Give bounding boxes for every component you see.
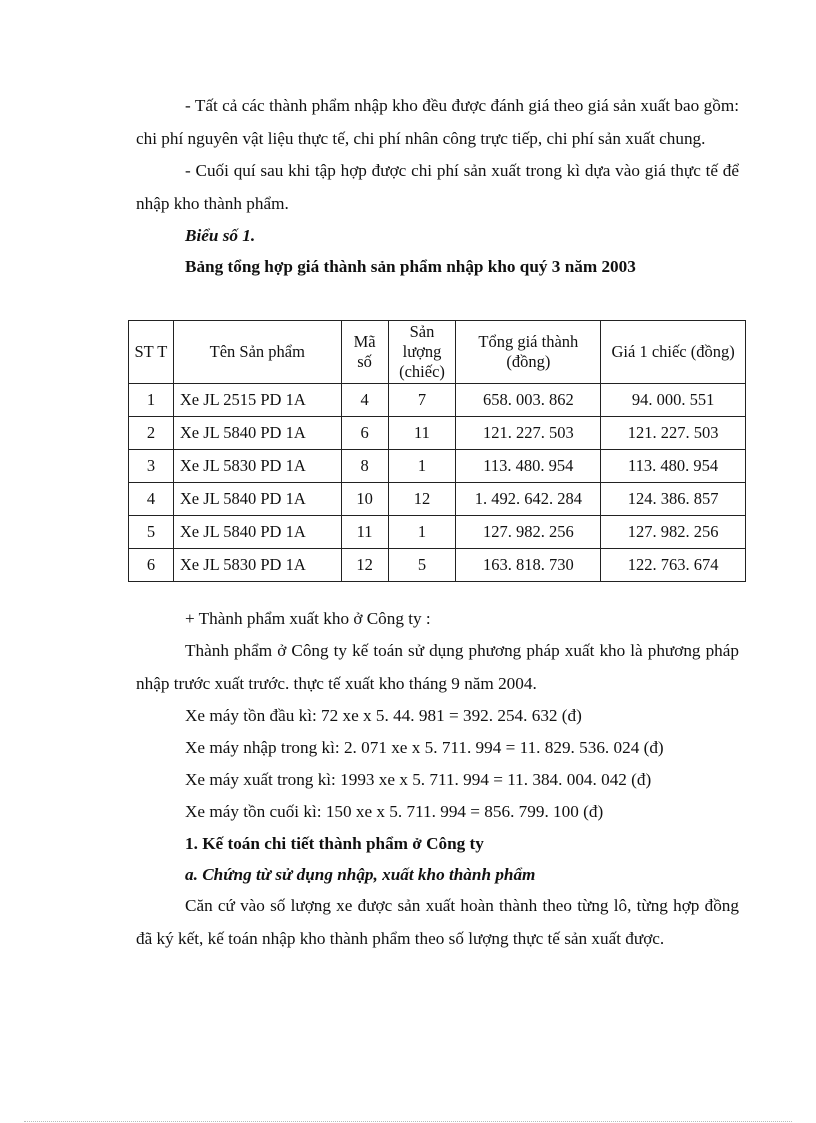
table-row	[129, 516, 746, 549]
table-label: Biểu số 1.	[185, 226, 256, 245]
inventory-line: Xe máy xuất trong kì: 1993 xe x 5. 711. 994 = 11. 384. 004. 042 (đ)	[185, 770, 652, 789]
cell-code: 6	[341, 417, 388, 450]
cell-unit-price: 94. 000. 551	[601, 384, 746, 417]
header-code: Mã số	[341, 321, 388, 384]
cell-unit-price: 121. 227. 503	[601, 417, 746, 450]
cell-stt: 3	[129, 450, 174, 483]
cell-total-cost: 127. 982. 256	[456, 516, 601, 549]
cell-stt: 6	[129, 549, 174, 582]
cell-product-name: Xe JL 5840 PD 1A	[173, 417, 341, 450]
page-bottom-divider	[24, 1121, 792, 1122]
table-row	[129, 549, 746, 582]
cell-total-cost: 121. 227. 503	[456, 417, 601, 450]
cell-unit-price: 127. 982. 256	[601, 516, 746, 549]
inventory-line: Xe máy tồn đầu kì: 72 xe x 5. 44. 981 = 392. 254. 632 (đ)	[185, 706, 582, 725]
section-title: 1. Kế toán chi tiết thành phẩm ở Công ty	[185, 834, 484, 853]
table-row	[129, 450, 746, 483]
cell-product-name: Xe JL 2515 PD 1A	[173, 384, 341, 417]
cell-total-cost: 113. 480. 954	[456, 450, 601, 483]
header-total-cost: Tổng giá thành (đồng)	[456, 321, 601, 384]
cell-product-name: Xe JL 5830 PD 1A	[173, 549, 341, 582]
cell-code: 11	[341, 516, 388, 549]
cell-unit-price: 113. 480. 954	[601, 450, 746, 483]
cell-code: 8	[341, 450, 388, 483]
cell-quantity: 7	[388, 384, 456, 417]
cell-code: 12	[341, 549, 388, 582]
cell-quantity: 5	[388, 549, 456, 582]
cell-quantity: 1	[388, 450, 456, 483]
cell-product-name: Xe JL 5840 PD 1A	[173, 516, 341, 549]
cell-total-cost: 658. 003. 862	[456, 384, 601, 417]
product-cost-table	[128, 320, 746, 582]
cell-stt: 5	[129, 516, 174, 549]
section-paragraph: Căn cứ vào số lượng xe được sản xuất hoàn thành theo từng lô, từng hợp đồng đã ký kết, kế toán nhập kho thành phẩm theo số lượng thực tế sản xuất được.	[136, 896, 739, 948]
table-row	[129, 483, 746, 516]
cell-quantity: 11	[388, 417, 456, 450]
cell-quantity: 1	[388, 516, 456, 549]
cell-stt: 2	[129, 417, 174, 450]
cell-quantity: 12	[388, 483, 456, 516]
cell-product-name: Xe JL 5840 PD 1A	[173, 483, 341, 516]
cell-unit-price: 124. 386. 857	[601, 483, 746, 516]
header-product-name: Tên Sản phẩm	[173, 321, 341, 384]
header-unit-price: Giá 1 chiếc (đồng)	[601, 321, 746, 384]
inventory-line: Xe máy nhập trong kì: 2. 071 xe x 5. 711. 994 = 11. 829. 536. 024 (đ)	[185, 738, 664, 757]
table-title: Bảng tổng hợp giá thành sản phẩm nhập kho quý 3 năm 2003	[185, 257, 636, 276]
intro-paragraph-1: - Tất cả các thành phẩm nhập kho đều được đánh giá theo giá sản xuất bao gồm: chi phí nguyên vật liệu thực tế, chi phí nhân công trực tiếp, chi phí sản xuất chung.	[136, 96, 739, 148]
cell-stt: 4	[129, 483, 174, 516]
intro-paragraph-2: - Cuối quí sau khi tập hợp được chi phí sản xuất trong kì dựa vào giá thực tế để nhập kho thành phẩm.	[136, 161, 739, 213]
cell-total-cost: 163. 818. 730	[456, 549, 601, 582]
cell-total-cost: 1. 492. 642. 284	[456, 483, 601, 516]
cell-product-name: Xe JL 5830 PD 1A	[173, 450, 341, 483]
table-row	[129, 384, 746, 417]
inventory-line: Xe máy tồn cuối kì: 150 xe x 5. 711. 994 = 856. 799. 100 (đ)	[185, 802, 604, 821]
lower-text	[136, 603, 739, 955]
cell-code: 4	[341, 384, 388, 417]
section-subtitle: a. Chứng từ sử dụng nhập, xuất kho thành phẩm	[185, 865, 536, 884]
upper-text	[136, 90, 739, 282]
export-heading: + Thành phẩm xuất kho ở Công ty :	[185, 609, 431, 628]
table-row	[129, 417, 746, 450]
cell-unit-price: 122. 763. 674	[601, 549, 746, 582]
cell-stt: 1	[129, 384, 174, 417]
export-paragraph: Thành phẩm ở Công ty kế toán sử dụng phương pháp xuất kho là phương pháp nhập trước xuất trước. thực tế xuất kho tháng 9 năm 2004.	[136, 641, 739, 693]
header-stt: ST T	[129, 321, 174, 384]
cell-code: 10	[341, 483, 388, 516]
header-quantity: Sản lượng (chiếc)	[388, 321, 456, 384]
table-header-row	[129, 321, 746, 384]
